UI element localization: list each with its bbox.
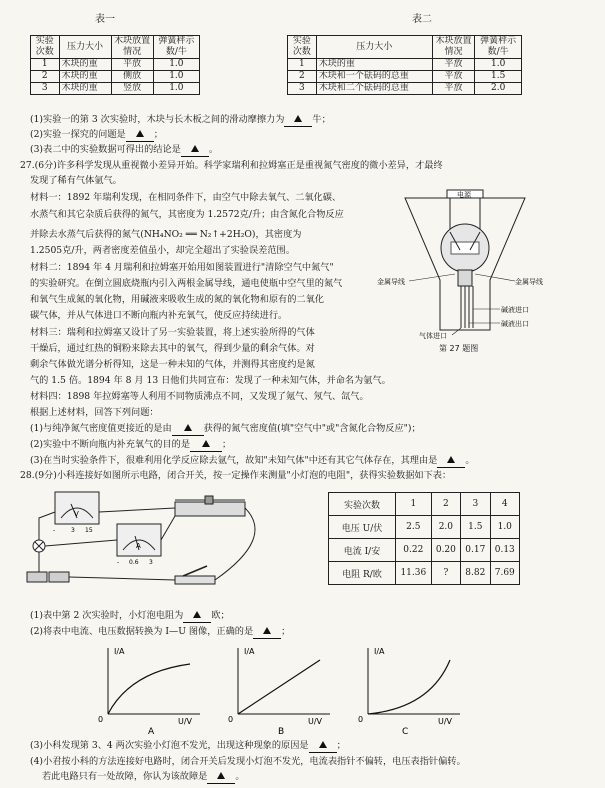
cell: 木块的重 <box>59 83 111 95</box>
table-row <box>288 71 522 83</box>
cell: 2.0 <box>431 516 460 539</box>
header-cell: 实验次数 <box>31 36 60 59</box>
wire <box>45 540 117 546</box>
header-cell: 弹簧秤示数/牛 <box>153 36 199 59</box>
cell: 木块的重 <box>59 59 111 71</box>
cell: 1 <box>396 493 432 516</box>
battery <box>27 572 47 582</box>
ammeter-terminal: - <box>117 559 120 566</box>
cell: 木块的重 <box>59 71 111 83</box>
cell: 4 <box>490 493 519 516</box>
answer-blank[interactable] <box>181 144 209 157</box>
leader-line <box>452 328 461 335</box>
line <box>238 660 320 714</box>
cell: 1 <box>288 59 317 71</box>
material1-line4: 1.2505克/升，两者密度差值虽小，却完全超出了实验误差范围。 <box>30 245 295 256</box>
graph-a[interactable] <box>98 647 200 737</box>
cell: 0.22 <box>396 539 432 562</box>
ammeter-terminal: 3 <box>149 559 153 566</box>
table2 <box>287 35 522 95</box>
cell: 1.5 <box>475 71 522 83</box>
q27-part1-tail: 获得的氮气密度值(填"空气中"或"含氮化合物反应")； <box>203 423 421 434</box>
q28-part3 <box>30 740 346 753</box>
cell: 平放 <box>432 71 475 83</box>
cell: 电流 I/安 <box>329 539 396 562</box>
table1 <box>30 35 200 95</box>
figure-caption: 第 27 题图 <box>439 344 479 353</box>
q26-part1-tail: 牛； <box>312 114 331 125</box>
q26-part3 <box>30 144 218 157</box>
cell: 1.0 <box>153 83 199 95</box>
answer-blank[interactable] <box>309 740 337 753</box>
cell: 7.69 <box>490 562 519 585</box>
x-axis-label: U/V <box>308 717 323 726</box>
voltmeter-terminal: 15 <box>85 527 93 534</box>
q26-part2-text: (2)实验一探究的问题是 <box>30 129 126 140</box>
cell: 11.36 <box>396 562 432 585</box>
header-cell: 木块放置情况 <box>432 36 475 59</box>
base-in-label: 碱液进口 <box>501 306 529 314</box>
switch <box>175 576 215 584</box>
cell: 1.0 <box>475 59 522 71</box>
q26-part1 <box>30 114 331 127</box>
wire <box>161 516 175 540</box>
wire <box>99 508 175 512</box>
circuit-figure <box>25 488 290 600</box>
leader-line <box>475 274 515 281</box>
ammeter-symbol: A <box>136 542 141 550</box>
flask-neck <box>458 270 472 286</box>
cell: 3 <box>31 83 60 95</box>
gas-in-label: 气体进口 <box>419 332 447 340</box>
curve <box>108 664 190 714</box>
table-row <box>329 493 520 516</box>
cell: 2 <box>31 71 60 83</box>
y-axis-label: I/A <box>114 647 125 656</box>
table-row <box>31 36 200 59</box>
cell: 平放 <box>111 59 153 71</box>
q27-part3-tail: 。 <box>465 455 475 466</box>
switch-lever <box>183 566 207 576</box>
voltmeter-terminal: 3 <box>71 527 75 534</box>
q26-part2-tail: ； <box>153 129 163 140</box>
cell: 1.0 <box>153 71 199 83</box>
table-row <box>288 59 522 71</box>
table-row <box>288 36 522 59</box>
q27-apparatus-figure <box>365 188 565 356</box>
graph-c[interactable] <box>358 647 460 737</box>
cell: 木块和二个砝码的总重 <box>316 83 432 95</box>
voltmeter-symbol: V <box>74 510 79 518</box>
header-cell: 实验次数 <box>288 36 317 59</box>
answer-blank[interactable] <box>126 129 154 142</box>
cell: 木块和一个砝码的总重 <box>316 71 432 83</box>
q28-head: 28.(9分)小科连接好如图所示电路，闭合开关，按一定操作来测量"小灯泡的电阻"，获得实验数据如下表： <box>20 470 452 481</box>
cell: 实验次数 <box>329 493 396 516</box>
header-cell: 弹簧秤示数/牛 <box>475 36 522 59</box>
cell: 木块的重 <box>316 59 432 71</box>
q26-part1-text: (1)实验一的第 3 次实验时，木块与长木板之间的滑动摩擦力为 <box>30 114 285 125</box>
cell: 2 <box>288 71 317 83</box>
q26-part3-text: (3)表二中的实验数据可得出的结论是 <box>30 144 181 155</box>
answer-blank[interactable] <box>284 114 312 127</box>
q27-head-2: 发现了稀有气体氩气。 <box>30 175 122 186</box>
material2-line4: 碳气体，并从气体进口不断向瓶内补充氧气，使反应持续进行。 <box>30 310 288 321</box>
q28-part4-line2 <box>42 771 245 784</box>
origin-label: 0 <box>358 715 364 724</box>
q28-data-table <box>328 492 520 585</box>
cell: 1 <box>31 59 60 71</box>
q28-part4-text: 若此电路只有一处故障，你认为该故障是 <box>42 771 208 782</box>
answer-blank[interactable] <box>183 610 211 623</box>
cell: 3 <box>461 493 490 516</box>
cell: 竖放 <box>111 83 153 95</box>
header-cell: 木块放置情况 <box>111 36 153 59</box>
rheostat-slider <box>205 496 213 504</box>
leader-line <box>409 274 455 281</box>
material3-line3: 剩余气体做光谱分析得知，这是一种未知的气体，并测得其密度约是氮 <box>30 359 315 370</box>
q27-part1-text: (1)与纯净氮气密度值更接近的是由 <box>30 423 172 434</box>
voltmeter-terminal: - <box>53 527 56 534</box>
material2-line1: 材料二：1894 年 4 月瑞利和拉姆塞开始用如图装置进行"清除空气中氮气" <box>30 262 334 273</box>
wire <box>215 508 255 580</box>
cell: 平放 <box>432 83 475 95</box>
iu-graphs <box>90 642 490 738</box>
ammeter-terminal: 0.6 <box>129 559 139 566</box>
q28-part4-tail: 。 <box>235 771 245 782</box>
table1-caption: 表一 <box>95 14 115 25</box>
wire-left-label: 金属导线 <box>377 278 405 286</box>
answer-blank[interactable] <box>253 626 281 639</box>
wire-right-label: 金属导线 <box>515 278 543 286</box>
q27-part1 <box>30 423 421 436</box>
material3-line2: 干燥后，通过红热的铜粉来除去其中的氧气，得到少量的剩余气体。对 <box>30 343 315 354</box>
q26-part2 <box>30 129 163 142</box>
cell: 0.13 <box>490 539 519 562</box>
battery <box>49 572 69 582</box>
q27-head: 27.(6分)许多科学发现从重视微小差异开始。科学家瑞利和拉姆塞正是重视氮气密度的微小差异，才最终 <box>20 160 443 171</box>
cell: 8.82 <box>461 562 490 585</box>
header-cell: 压力大小 <box>59 36 111 59</box>
table2-caption: 表二 <box>412 14 432 25</box>
table-row <box>329 562 520 585</box>
base-out-label: 碱液出口 <box>501 320 529 328</box>
cell: 1.0 <box>153 59 199 71</box>
cell: 0.20 <box>431 539 460 562</box>
table-row <box>31 71 200 83</box>
origin-label: 0 <box>228 715 234 724</box>
q28-part3-text: (3)小科发现第 3、4 两次实验小灯泡不发光，出现这种现象的原因是 <box>30 740 309 751</box>
q27-part3-text: (3)在当时实验条件下，很难利用化学反应除去氩气，故知"未知气体"中还有其它气体存在，其理由是 <box>30 455 438 466</box>
cell: 侧放 <box>111 71 153 83</box>
q27-part2-tail: ； <box>222 439 232 450</box>
table-row <box>288 83 522 95</box>
curve <box>368 660 450 714</box>
cell: 电压 U/伏 <box>329 516 396 539</box>
material1-line1: 材料一：1892 年瑞利发现，在相同条件下，由空气中除去氧气、二氧化碳、 <box>30 192 342 203</box>
graph-label: B <box>278 727 285 737</box>
material2-line3: 和氧气生成氮的氧化物，用碱液来吸收生成的氮的氧化物和原有的二氧化 <box>30 294 324 305</box>
answer-blank[interactable] <box>207 771 235 784</box>
material1-line2: 水蒸气和其它杂质后获得的氮气，其密度为 1.2572克/升；由含氮化合物反应 <box>30 209 344 220</box>
y-axis-label: I/A <box>244 647 255 656</box>
origin-label: 0 <box>98 715 104 724</box>
cell: 2.5 <box>396 516 432 539</box>
q28-part2 <box>30 626 290 639</box>
material1-line3: 并除去水蒸气后获得的氮气(NH₄NO₂ ══ N₂↑+2H₂O)，其密度为 <box>30 229 302 240</box>
cell: 1.0 <box>490 516 519 539</box>
q28-part4: (4)小君按小科的方法连接好电路时，闭合开关后发现小灯泡不发光，电流表指针不偏转，电压表指针偏转。 <box>30 756 466 767</box>
y-axis-label: I/A <box>374 647 385 656</box>
answer-blank[interactable] <box>437 455 465 468</box>
cell: 1.5 <box>461 516 490 539</box>
material3-line1: 材料三：瑞利和拉姆塞又设计了另一实验装置，将上述实验所得的气体 <box>30 327 315 338</box>
graph-label: A <box>148 727 155 737</box>
table-row <box>31 59 200 71</box>
table-row <box>329 539 520 562</box>
q27-part3 <box>30 455 475 468</box>
material2-line2: 的实验研究。在倒立圆底烧瓶内引入两根金属导线，通电使瓶中空气里的氮气 <box>30 278 343 289</box>
cell: 2.0 <box>475 83 522 95</box>
table-row <box>329 516 520 539</box>
cell: 0.17 <box>461 539 490 562</box>
material4: 材料四：1898 年拉姆塞等人利用不同物质沸点不同，又发现了氪气、氖气、氙气。 <box>30 391 369 402</box>
q27-part2 <box>30 439 231 452</box>
x-axis-label: U/V <box>178 717 193 726</box>
material3-line4: 气的 1.5 倍。1894 年 8 月 13 日他们共同宣布：发现了一种未知气体，并命名为氩气。 <box>30 375 391 386</box>
header-cell: 压力大小 <box>316 36 432 59</box>
cell: ? <box>431 562 460 585</box>
cell: 3 <box>288 83 317 95</box>
cell: 平放 <box>432 59 475 71</box>
q27-part2-text: (2)实验中不断向瓶内补充氧气的目的是 <box>30 439 191 450</box>
q27-ask: 根据上述材料，回答下列问题： <box>30 407 159 418</box>
cell: 2 <box>431 493 460 516</box>
x-axis-label: U/V <box>438 717 453 726</box>
graph-b[interactable] <box>228 647 330 737</box>
wire <box>69 577 175 580</box>
q28-part2-tail: ； <box>281 626 291 637</box>
q26-part3-tail: 。 <box>208 144 219 155</box>
answer-blank[interactable] <box>190 439 222 452</box>
q28-part2-text: (2)将表中电流、电压数据转换为 I—U 图像，正确的是 <box>30 626 254 637</box>
q28-part3-tail: ； <box>336 740 346 751</box>
q28-part1-text: (1)表中第 2 次实验时，小灯泡电阻为 <box>30 610 184 621</box>
wire <box>39 512 55 540</box>
graph-label: C <box>402 727 409 737</box>
answer-blank[interactable] <box>172 423 204 436</box>
cell: 电阻 R/欧 <box>329 562 396 585</box>
table-row <box>31 83 200 95</box>
power-label: 电源 <box>457 191 471 199</box>
q28-part1 <box>30 610 230 623</box>
q28-part1-tail: 欧； <box>211 610 230 621</box>
liquid-band <box>451 242 479 254</box>
